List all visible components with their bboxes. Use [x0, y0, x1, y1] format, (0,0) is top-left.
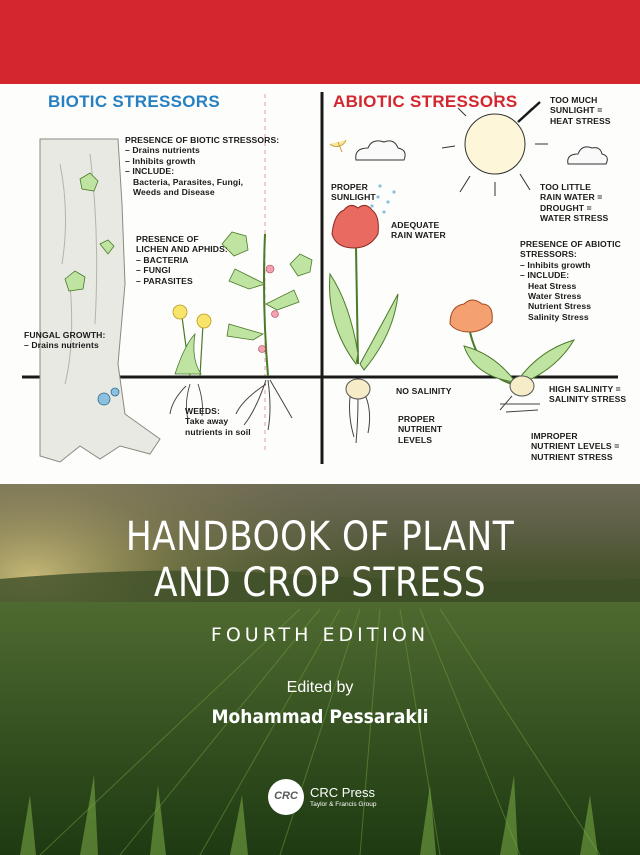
- abiotic-presence-block: [520, 239, 621, 322]
- nutrient-stress-label: NUTRIENT STRESS: [531, 451, 613, 462]
- adequate-rain-line: RAIN WATER: [391, 230, 446, 241]
- biotic-item: – Inhibits growth: [125, 155, 196, 166]
- publisher-name: CRC Press: [310, 784, 376, 800]
- abiotic-include-item: Water Stress: [528, 291, 582, 302]
- biotic-presence-block: [125, 135, 279, 197]
- proper-nutrient-line: PROPER: [398, 414, 435, 424]
- heat-stress-label: HEAT STRESS: [550, 115, 611, 126]
- proper-sunlight-line: PROPER: [331, 182, 368, 192]
- lichen-item: – FUNGI: [136, 265, 171, 276]
- high-salinity-line: HIGH SALINITY =: [549, 384, 621, 394]
- biotic-include-item: Weeds and Disease: [133, 187, 215, 198]
- improper-nutrient-block: [531, 431, 619, 462]
- title-line-2: AND CROP STRESS: [154, 560, 486, 606]
- edition-label: FOURTH EDITION: [210, 624, 430, 646]
- crc-logo-icon: [268, 779, 304, 815]
- fungal-item: – Drains nutrients: [24, 340, 99, 351]
- weeds-title: WEEDS:: [185, 406, 220, 416]
- publisher-subtitle: Taylor & Francis Group: [310, 800, 377, 808]
- lichen-title: LICHEN AND APHIDS:: [136, 244, 228, 255]
- abiotic-header: ABIOTIC STRESSORS: [333, 92, 518, 111]
- lichen-item: – BACTERIA: [136, 254, 189, 265]
- cloud-icon: [356, 141, 405, 160]
- proper-nutrient-block: [398, 414, 442, 445]
- weeds-block: [185, 406, 251, 437]
- proper-sunlight-line: SUNLIGHT: [331, 192, 376, 203]
- high-salinity-block: [549, 384, 626, 405]
- too-much-sunlight-line: TOO MUCH: [550, 95, 598, 105]
- biotic-presence-title: PRESENCE OF BIOTIC STRESSORS:: [125, 135, 280, 145]
- title-line-1: HANDBOOK OF PLANT: [125, 514, 515, 560]
- lichen-title: PRESENCE OF: [136, 234, 199, 244]
- too-little-rain-line: TOO LITTLE: [540, 182, 591, 192]
- publisher-block: [268, 777, 376, 817]
- tulip-icon: [330, 205, 398, 443]
- abiotic-presence-title: STRESSORS:: [520, 249, 577, 260]
- weeds-line: Take away: [185, 416, 229, 427]
- improper-nutrient-line: NUTRIENT LEVELS =: [531, 441, 620, 452]
- proper-nutrient-line: LEVELS: [398, 434, 433, 445]
- too-much-sunlight-line: SUNLIGHT =: [550, 105, 603, 116]
- abiotic-include-item: Nutrient Stress: [528, 301, 592, 312]
- water-stress-label: WATER STRESS: [540, 213, 609, 224]
- biotic-include-label: – INCLUDE:: [125, 166, 175, 177]
- small-sun-icon: [330, 140, 346, 152]
- improper-nutrient-line: IMPROPER: [531, 431, 578, 441]
- cover-illustration: [0, 84, 640, 484]
- dandelion-icon: [170, 305, 211, 419]
- biotic-item: – Drains nutrients: [125, 145, 200, 156]
- abiotic-item: – Inhibits growth: [520, 259, 591, 270]
- abiotic-include-item: Salinity Stress: [528, 311, 589, 322]
- adequate-rain-block: [391, 220, 446, 241]
- too-little-rain-line: RAIN WATER =: [540, 192, 603, 203]
- adequate-rain-line: ADEQUATE: [391, 220, 440, 230]
- weeds-line: nutrients in soil: [185, 426, 251, 437]
- weed-plant-icon: [222, 232, 312, 430]
- abiotic-presence-title: PRESENCE OF ABIOTIC: [520, 239, 621, 249]
- abiotic-include-item: Heat Stress: [528, 280, 577, 291]
- too-little-rain-line: DROUGHT =: [540, 202, 592, 213]
- salinity-stress-label: SALINITY STRESS: [549, 394, 627, 405]
- proper-sunlight-block: [331, 182, 376, 203]
- edited-by-label: Edited by: [286, 679, 354, 696]
- biotic-header: BIOTIC STRESSORS: [48, 92, 220, 111]
- lichen-item: – PARASITES: [136, 275, 193, 286]
- cloud-icon-right: [568, 147, 608, 164]
- book-title: [0, 514, 640, 606]
- publisher-text: [310, 786, 376, 809]
- biotic-include-item: Bacteria, Parasites, Fungi,: [133, 176, 244, 187]
- abiotic-include-label: – INCLUDE:: [520, 270, 570, 281]
- fungal-block: [24, 330, 105, 351]
- lichen-block: [136, 234, 228, 286]
- too-little-rain-block: [540, 182, 608, 224]
- editor-name: Mohammad Pessarakli: [211, 706, 429, 728]
- no-salinity-label: NO SALINITY: [396, 386, 452, 396]
- crc-logo-text: CRC: [274, 790, 298, 802]
- top-red-band: [0, 0, 640, 84]
- too-much-sunlight-block: [550, 95, 611, 126]
- proper-nutrient-line: NUTRIENT: [398, 424, 443, 435]
- fungal-title: FUNGAL GROWTH:: [24, 330, 106, 340]
